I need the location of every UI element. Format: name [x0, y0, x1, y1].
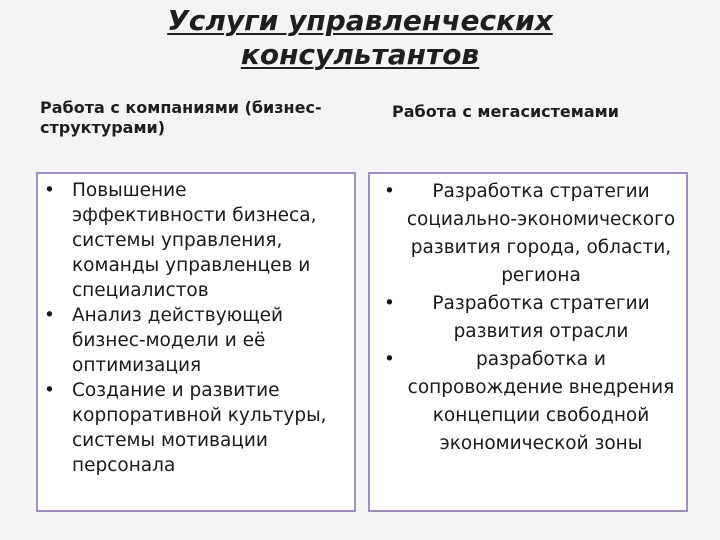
left-bullet-item [44, 378, 344, 478]
left-bullet-text: Повышение эффективности бизнеса, системы управления, команды управленцев и специалистов [72, 180, 317, 301]
bullet-icon: • [384, 349, 395, 370]
bullet-icon: • [384, 293, 395, 314]
bullet-icon: • [44, 180, 55, 201]
right-bullet-text: Разработка стратегии социально-экономического развития города, области, региона [406, 181, 676, 286]
right-bullet-text: разработка и сопровождение внедрения концепции свободной экономической зоны [407, 349, 675, 454]
bullet-icon: • [44, 380, 55, 401]
right-column-header: Работа с мегасистемами [392, 102, 619, 121]
right-bullet-item [384, 178, 682, 290]
right-content-box [368, 172, 688, 512]
right-bullet-text: Разработка стратегии развития отрасли [432, 293, 650, 342]
left-column-header: Работа с компаниями (бизнес-структурами) [40, 98, 322, 137]
right-bullet-item [384, 346, 682, 458]
right-bullet-list [384, 178, 682, 458]
left-content-box [36, 172, 356, 512]
slide-title: Услуги управленческих консультантов [167, 4, 553, 71]
left-bullet-list [44, 178, 344, 478]
right-bullet-item [384, 290, 682, 346]
left-bullet-text: Создание и развитие корпоративной культуры, системы мотивации персонала [72, 380, 327, 476]
left-bullet-item [44, 303, 344, 378]
left-bullet-text: Анализ действующей бизнес-модели и её оптимизация [72, 305, 284, 376]
bullet-icon: • [384, 181, 395, 202]
left-bullet-item [44, 178, 344, 303]
bullet-icon: • [44, 305, 55, 326]
